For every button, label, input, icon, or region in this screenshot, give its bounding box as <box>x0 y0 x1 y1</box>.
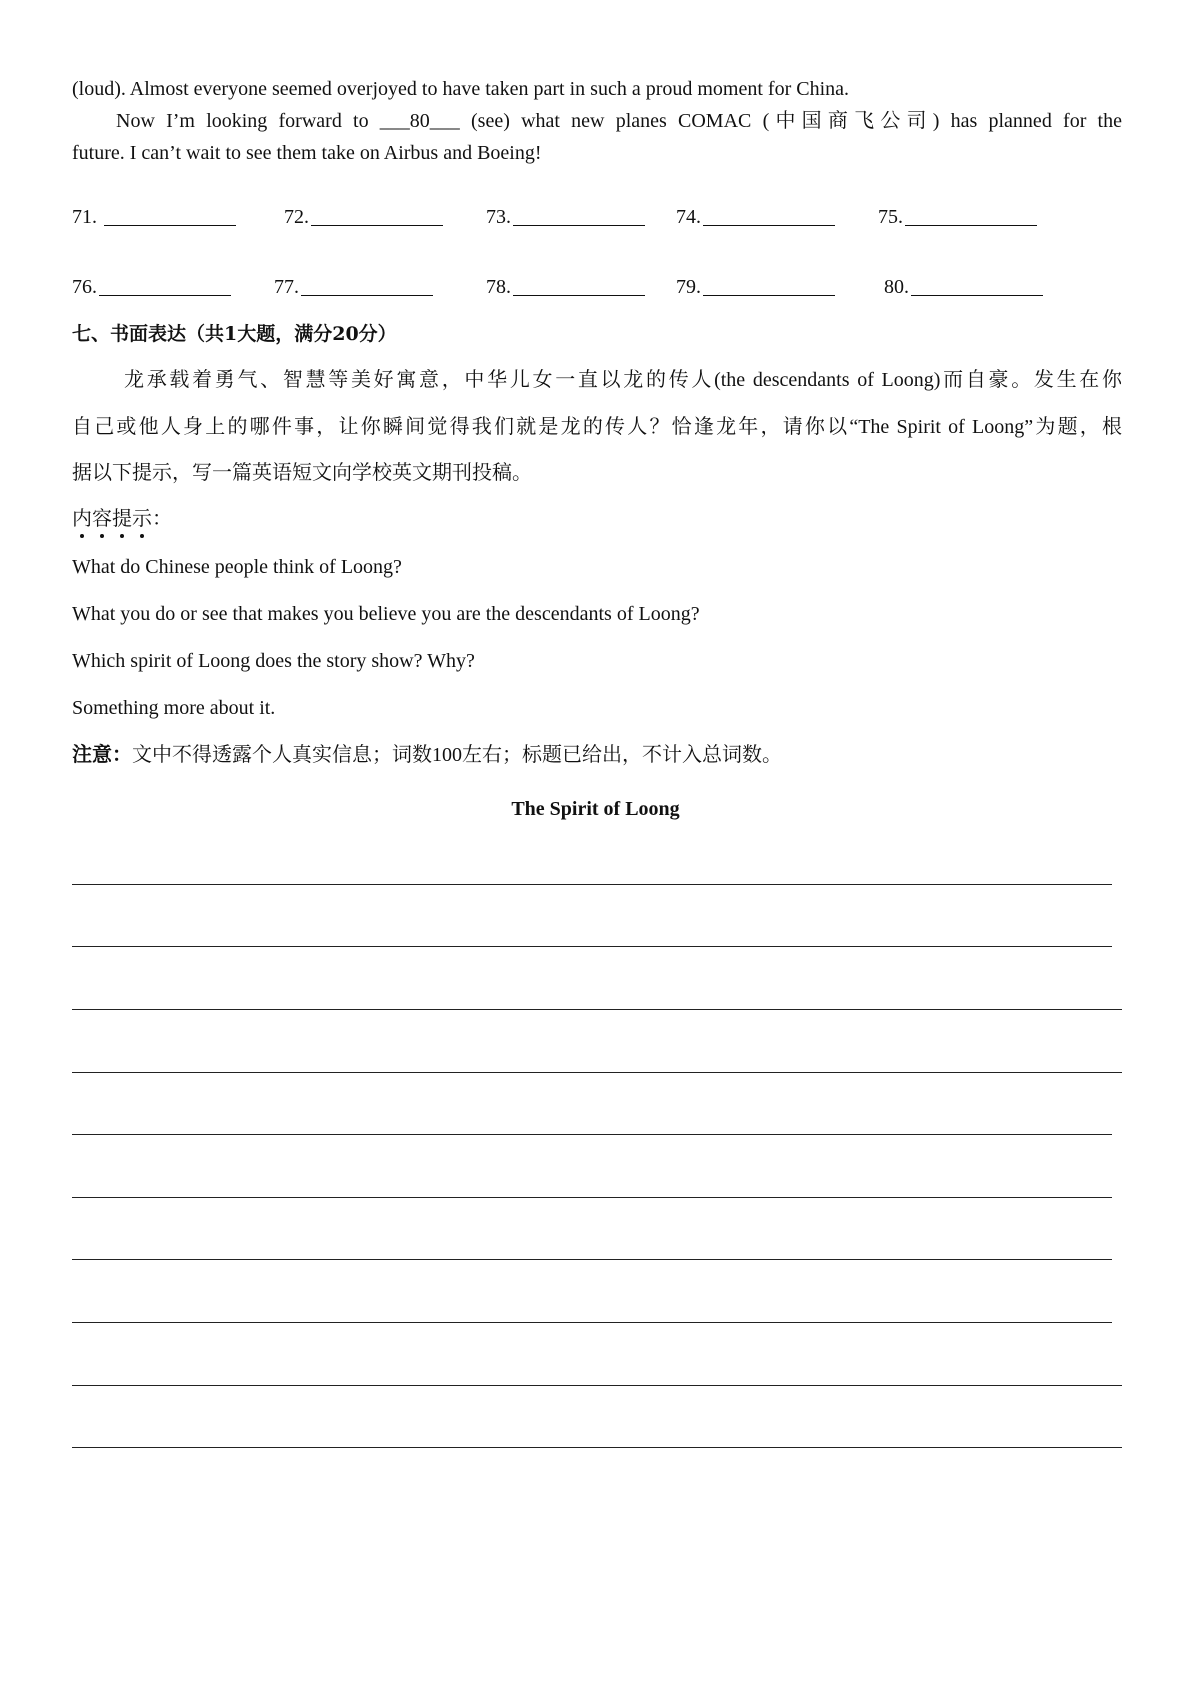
hints-label-char: 容 <box>92 508 112 530</box>
hints-label-char: 内 <box>72 508 92 530</box>
answer-blank-73[interactable] <box>486 205 645 229</box>
hints-label-line <box>72 506 1122 532</box>
answer-number-80: 80. <box>884 276 909 298</box>
writing-line[interactable] <box>72 1072 1122 1073</box>
prompt-line-3: 据以下提示，写一篇英语短文向学校英文期刊投稿。 <box>72 462 532 484</box>
hint-item: What you do or see that makes you believe you are the descendants of Loong? <box>72 603 700 625</box>
answer-row-2 <box>72 275 1122 301</box>
writing-line[interactable] <box>72 1385 1122 1386</box>
note-line <box>72 742 1122 768</box>
answer-blank-75[interactable] <box>878 205 1037 229</box>
writing-line[interactable] <box>72 1447 1122 1448</box>
answer-blank-71[interactable] <box>72 205 236 229</box>
answer-number-71: 71. <box>72 206 102 228</box>
answer-blank-74[interactable] <box>676 205 835 229</box>
writing-line[interactable] <box>72 1009 1122 1010</box>
hints-colon: ： <box>152 508 172 530</box>
passage-line-2: Now I’m looking forward to ___80___ (see) what new planes COMAC (中国商飞公司) has planned for the <box>116 110 1122 132</box>
writing-line[interactable] <box>72 1134 1112 1135</box>
hints-label-char: 示 <box>132 508 152 530</box>
section-title: 七、书面表达（共1大题，满分20分） <box>72 323 397 345</box>
essay-title: The Spirit of Loong <box>511 798 680 820</box>
passage-line-1: (loud). Almost everyone seemed overjoyed to have taken part in such a proud moment for China. <box>72 78 850 100</box>
hints-label <box>72 508 152 530</box>
hint-item: Something more about it. <box>72 697 276 719</box>
answer-number-78: 78. <box>486 276 511 298</box>
answer-number-74: 74. <box>676 206 701 228</box>
answer-number-72: 72. <box>284 206 309 228</box>
answer-blank-76[interactable] <box>72 275 231 299</box>
answer-blank-78[interactable] <box>486 275 645 299</box>
writing-line[interactable] <box>72 1322 1112 1323</box>
answer-number-79: 79. <box>676 276 701 298</box>
note-label: 注意： <box>72 744 132 766</box>
hints-label-char: 提 <box>112 508 132 530</box>
answer-blank-77[interactable] <box>274 275 433 299</box>
answer-number-76: 76. <box>72 276 97 298</box>
hint-item: Which spirit of Loong does the story show? Why? <box>72 650 475 672</box>
answer-blank-80[interactable] <box>884 275 1043 299</box>
hint-item: What do Chinese people think of Loong? <box>72 556 402 578</box>
prompt-line-2: 自己或他人身上的哪件事，让你瞬间觉得我们就是龙的传人？恰逢龙年，请你以“The Spirit of Loong”为题，根 <box>72 416 1122 438</box>
prompt-line-1: 龙承载着勇气、智慧等美好寓意，中华儿女一直以龙的传人(the descendants of Loong)而自豪。发生在你 <box>124 369 1122 391</box>
passage-line-3: future. I can’t wait to see them take on Airbus and Boeing! <box>72 142 542 164</box>
answer-blank-72[interactable] <box>284 205 443 229</box>
answer-number-73: 73. <box>486 206 511 228</box>
writing-line[interactable] <box>72 946 1112 947</box>
answer-number-77: 77. <box>274 276 299 298</box>
writing-line[interactable] <box>72 1197 1112 1198</box>
answer-blank-79[interactable] <box>676 275 835 299</box>
answer-row-1 <box>72 205 1122 231</box>
answer-number-75: 75. <box>878 206 903 228</box>
note-text: 文中不得透露个人真实信息；词数100左右；标题已给出，不计入总词数。 <box>132 744 782 766</box>
writing-line[interactable] <box>72 1259 1112 1260</box>
writing-line[interactable] <box>72 884 1112 885</box>
